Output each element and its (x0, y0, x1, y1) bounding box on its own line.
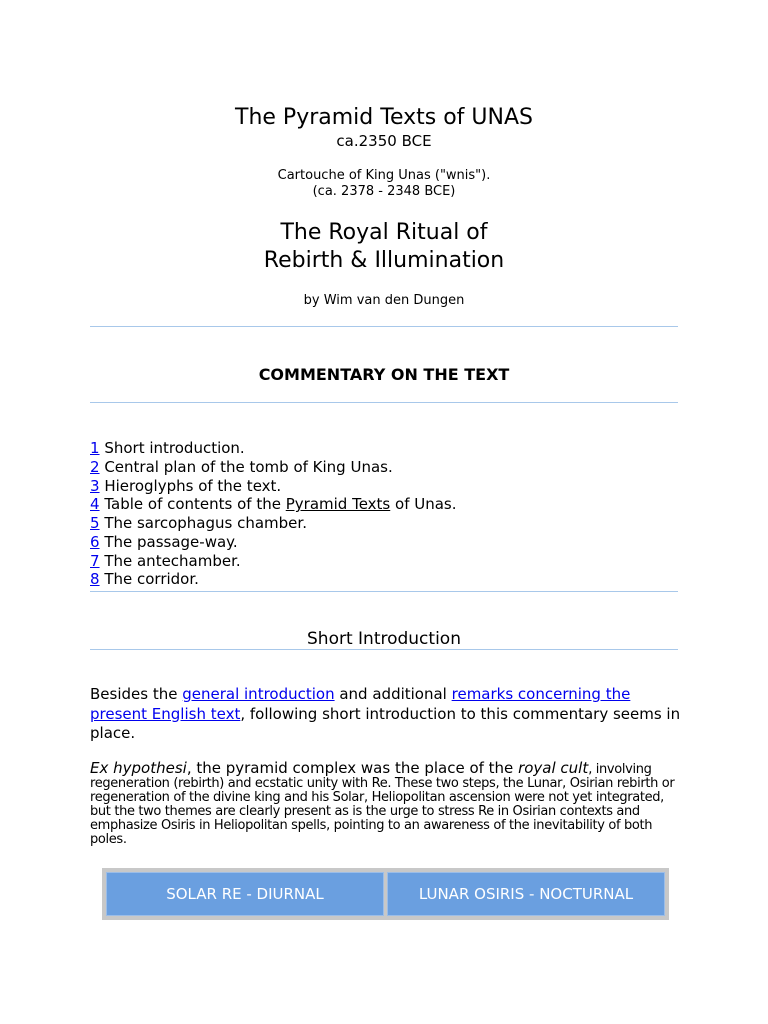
toc-link-5[interactable]: 5 (90, 514, 100, 532)
solar-re-button[interactable]: SOLAR RE - DIURNAL (106, 872, 384, 916)
divider (90, 326, 678, 327)
intro-paragraph (90, 685, 682, 744)
hypothesis-text: , involving regeneration (rebirth) and ecstatic unity with Re. These two steps, the Lunar, Osirian rebirth or regeneration of the divine king and his Solar, Heliopolitan ascension were not yet integrated, but the two themes are clearly present as is the urge to stress Re in Osirian contexts and emphasize Osiris in Heliopolitan spells, pointing to an awareness of the inevitability of both poles. (90, 762, 675, 847)
section-heading: Short Introduction (307, 629, 461, 649)
cartouche-caption-line1: Cartouche of King Unas ("wnis"). (277, 168, 491, 183)
remarks-link[interactable]: remarks concerning the present English text (90, 685, 631, 723)
toc-item (90, 552, 457, 571)
ritual-heading (0, 219, 768, 275)
cartouche-caption (0, 168, 768, 200)
toc-item-text: of Unas. (390, 495, 457, 514)
toc-item-text: The corridor. (104, 570, 199, 589)
toc-link-3[interactable]: 3 (90, 476, 100, 495)
toc-link-4[interactable]: 4 (90, 495, 100, 514)
toc-item-text: Short introduction. (104, 439, 245, 457)
page-title: The Pyramid Texts of UNAS (235, 105, 533, 130)
cartouche-caption-line2: (ca. 2378 - 2348 BCE) (312, 184, 456, 199)
toc-link-2[interactable]: 2 (90, 457, 100, 476)
toc-item-text: Central plan of the tomb of King Unas. (104, 457, 393, 476)
general-introduction-link[interactable]: general introduction (182, 685, 335, 703)
toc-item (90, 477, 457, 496)
toc-item (90, 439, 457, 458)
divider (90, 591, 678, 592)
lunar-osiris-button[interactable]: LUNAR OSIRIS - NOCTURNAL (387, 872, 665, 916)
ritual-heading-line1: The Royal Ritual of (280, 220, 488, 245)
author-line: by Wim van den Dungen (303, 293, 465, 308)
toc-item-text: The antechamber. (104, 551, 241, 570)
ritual-heading-line2: Rebirth & Illumination (263, 248, 505, 273)
divider (90, 402, 678, 403)
toc-item (90, 533, 457, 552)
hypothesis-italic: Ex hypothesi (90, 759, 187, 777)
toc-item (90, 495, 457, 514)
royal-cult-italic: royal cult (518, 759, 589, 777)
date-subtitle: ca.2350 BCE (336, 132, 432, 150)
toc-item (90, 570, 457, 589)
polarity-table (102, 868, 669, 920)
toc-link-7[interactable]: 7 (90, 551, 100, 570)
hypothesis-text: , the pyramid complex was the place of the (186, 759, 519, 777)
toc-item-text: The passage-way. (104, 532, 238, 551)
pyramid-texts-link[interactable]: Pyramid Texts (285, 495, 391, 514)
toc-item-text: The sarcophagus chamber. (104, 514, 307, 532)
intro-text: Besides the (90, 685, 183, 703)
toc-link-1[interactable]: 1 (90, 439, 100, 457)
hypothesis-paragraph (90, 761, 682, 847)
intro-text: , following short introduction to this commentary seems in place. (90, 704, 681, 742)
intro-text: and additional (334, 685, 452, 703)
table-of-contents (90, 439, 457, 589)
commentary-heading: COMMENTARY ON THE TEXT (258, 365, 510, 384)
toc-item-text: Table of contents of the (104, 495, 286, 514)
divider (90, 649, 678, 650)
toc-item (90, 458, 457, 477)
toc-link-8[interactable]: 8 (90, 570, 100, 589)
toc-item-text: Hieroglyphs of the text. (104, 476, 282, 495)
toc-item (90, 514, 457, 533)
toc-link-6[interactable]: 6 (90, 532, 100, 551)
